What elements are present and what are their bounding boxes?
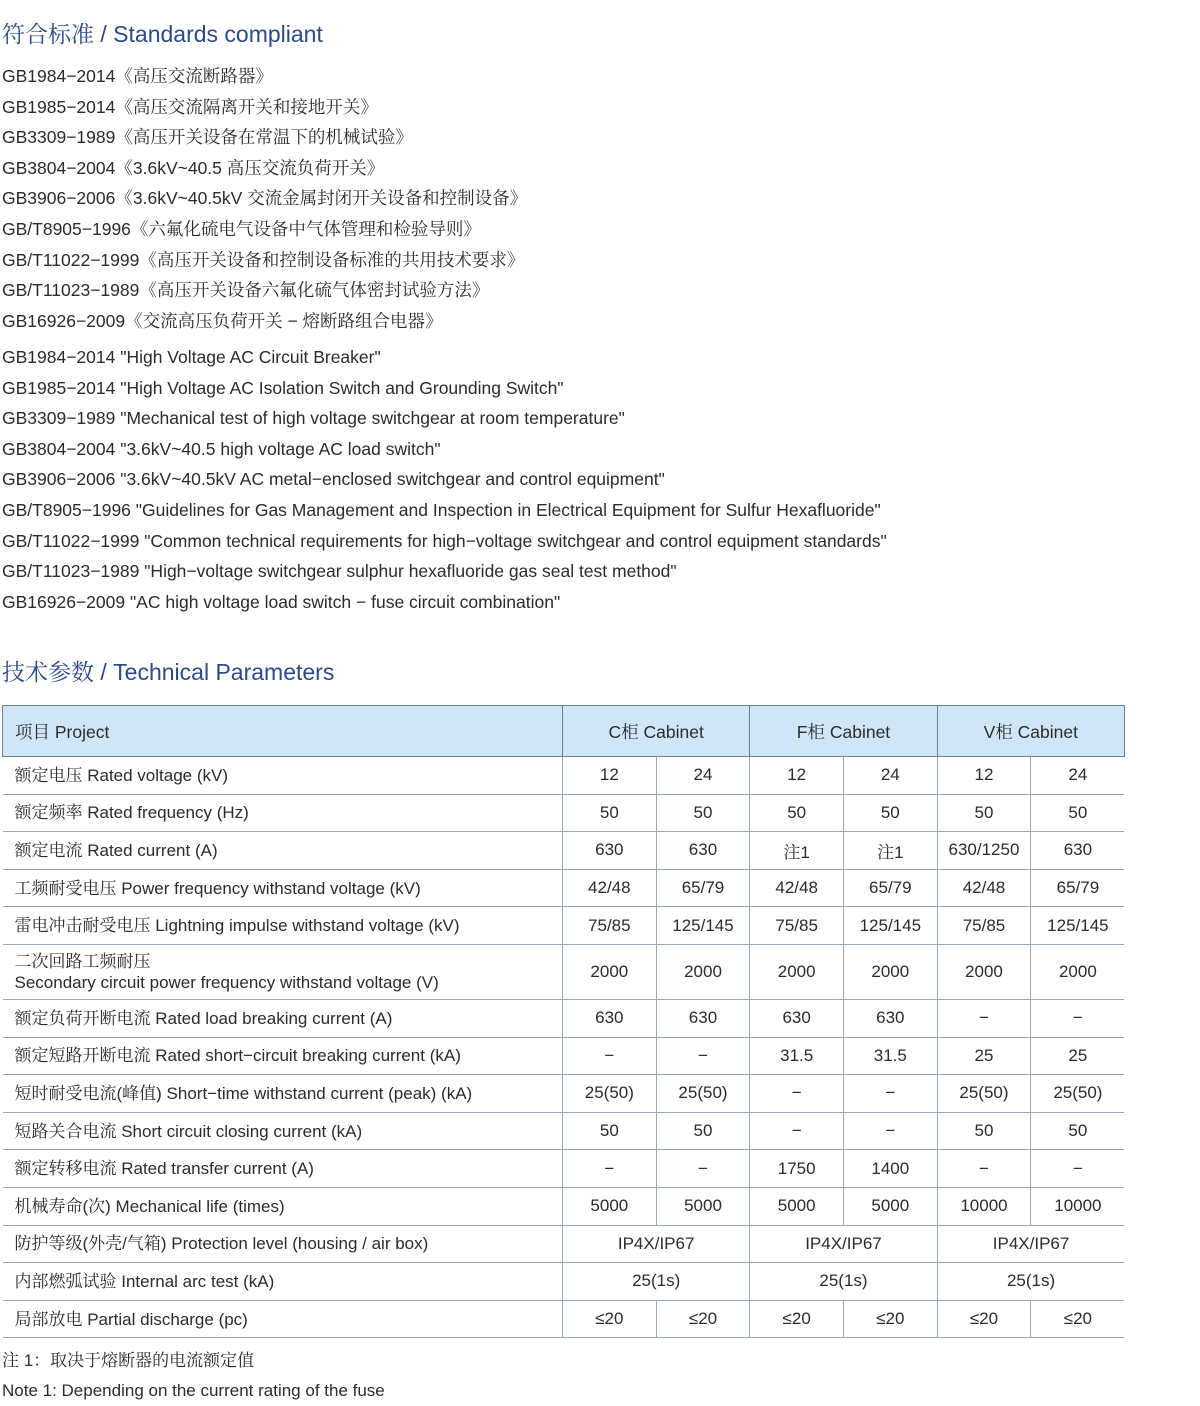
table-row (3, 944, 1125, 999)
standard-item: GB1985−2014《高压交流隔离开关和接地开关》 (2, 96, 378, 117)
table-cell: 25(1s) (750, 1263, 937, 1301)
row-label-text-en: Secondary circuit power frequency withstand voltage (V) (14, 972, 439, 992)
table-row (3, 794, 1125, 832)
table-cell: 31.5 (750, 1037, 844, 1075)
row-label (3, 944, 563, 999)
table-row (3, 907, 1125, 945)
table-cell: 2000 (563, 944, 657, 999)
table-cell: 12 (750, 757, 844, 795)
header-cabinet-f: F柜 Cabinet (750, 706, 937, 757)
standard-item: GB1985−2014 "High Voltage AC Isolation Switch and Grounding Switch" (2, 377, 564, 398)
table-row (3, 1225, 1125, 1263)
row-label-text: 额定频率 Rated frequency (Hz) (14, 803, 249, 823)
table-cell: ≤20 (937, 1300, 1031, 1338)
notes (2, 1346, 385, 1406)
table-cell: ≤20 (1031, 1300, 1125, 1338)
row-label (3, 1037, 563, 1075)
table-cell: 25(50) (656, 1075, 750, 1113)
row-label-text: 额定电压 Rated voltage (kV) (14, 765, 229, 785)
table-cell: 75/85 (937, 907, 1031, 945)
table-cell: − (1031, 999, 1125, 1037)
table-cell: − (750, 1112, 844, 1150)
table-cell: 2000 (656, 944, 750, 999)
row-label (3, 1263, 563, 1301)
table-header-row (3, 706, 1125, 757)
standard-item: GB/T11023−1989《高压开关设备六氟化硫气体密封试验方法》 (2, 280, 490, 301)
row-label (3, 1225, 563, 1263)
row-label-text: 额定转移电流 Rated transfer current (A) (14, 1159, 314, 1179)
table-cell: − (1031, 1150, 1125, 1188)
table-cell: 630 (843, 999, 937, 1037)
standards-list-en (2, 342, 887, 617)
row-label (3, 1187, 563, 1225)
table-cell: 25(1s) (937, 1263, 1124, 1301)
row-label (3, 869, 563, 907)
table-cell: 50 (656, 794, 750, 832)
header-project: 项目 Project (3, 706, 563, 757)
table-row (3, 1075, 1125, 1113)
row-label-text: 短路关合电流 Short circuit closing current (kA) (14, 1121, 363, 1141)
parameters-table (2, 705, 1125, 1338)
standard-item: GB/T11023−1989 "High−voltage switchgear sulphur hexafluoride gas seal test method" (2, 561, 677, 582)
row-label (3, 1300, 563, 1338)
table-cell: ≤20 (843, 1300, 937, 1338)
standards-list-cn (2, 61, 527, 336)
standard-item: GB3309−1989《高压开关设备在常温下的机械试验》 (2, 127, 413, 148)
table-cell: 12 (563, 757, 657, 795)
table-cell: 10000 (1031, 1187, 1125, 1225)
table-cell: 50 (843, 794, 937, 832)
table-cell: 5000 (750, 1187, 844, 1225)
row-label (3, 999, 563, 1037)
standard-item: GB/T8905−1996《六氟化硫电气设备中气体管理和检验导则》 (2, 218, 481, 239)
table-cell: IP4X/IP67 (563, 1225, 750, 1263)
table-cell: 50 (563, 1112, 657, 1150)
row-label-text: 局部放电 Partial discharge (pc) (14, 1309, 248, 1329)
table-cell: 630 (563, 832, 657, 870)
table-cell: 50 (563, 794, 657, 832)
table-cell: 125/145 (656, 907, 750, 945)
table-cell: 31.5 (843, 1037, 937, 1075)
standard-item: GB3906−2006 "3.6kV~40.5kV AC metal−enclosed switchgear and control equipment" (2, 469, 665, 490)
table-row (3, 1112, 1125, 1150)
table-cell: 630 (563, 999, 657, 1037)
standard-item: GB/T11022−1999《高压开关设备和控制设备标准的共用技术要求》 (2, 249, 525, 270)
table-cell: 25(50) (1031, 1075, 1125, 1113)
note-cn: 注 1：取决于熔断器的电流额定值 (2, 1351, 255, 1370)
table-cell: 2000 (1031, 944, 1125, 999)
table-cell: − (937, 999, 1031, 1037)
row-label-text: 额定电流 Rated current (A) (14, 840, 218, 860)
row-label-text: 雷电冲击耐受电压 Lightning impulse withstand voltage (kV) (14, 916, 460, 936)
row-label (3, 794, 563, 832)
table-cell: 25 (937, 1037, 1031, 1075)
standards-heading: 符合标准 / Standards compliant (2, 21, 323, 47)
table-cell: − (563, 1037, 657, 1075)
table-cell: 50 (750, 794, 844, 832)
standard-item: GB3906−2006《3.6kV~40.5kV 交流金属封闭开关设备和控制设备》 (2, 188, 528, 209)
table-cell: 75/85 (563, 907, 657, 945)
table-cell: 630/1250 (937, 832, 1031, 870)
table-cell: ≤20 (563, 1300, 657, 1338)
table-cell: 50 (937, 1112, 1031, 1150)
table-cell: 50 (1031, 794, 1125, 832)
standard-item: GB3804−2004《3.6kV~40.5 高压交流负荷开关》 (2, 157, 385, 178)
row-label-text: 二次回路工频耐压 (14, 951, 151, 971)
table-cell: 630 (750, 999, 844, 1037)
table-cell: 5000 (656, 1187, 750, 1225)
table-cell: 75/85 (750, 907, 844, 945)
table-cell: 65/79 (656, 869, 750, 907)
standard-item: GB16926−2009《交流高压负荷开关 − 熔断路组合电器》 (2, 310, 443, 331)
table-cell: ≤20 (656, 1300, 750, 1338)
standard-item: GB3309−1989 "Mechanical test of high voltage switchgear at room temperature" (2, 408, 625, 429)
table-row (3, 757, 1125, 795)
table-cell: 25(50) (937, 1075, 1031, 1113)
table-cell: 25 (1031, 1037, 1125, 1075)
table-cell: 42/48 (750, 869, 844, 907)
row-label-text: 防护等级(外壳/气箱) Protection level (housing / air box) (14, 1234, 429, 1254)
table-cell: 24 (843, 757, 937, 795)
table-cell: 50 (656, 1112, 750, 1150)
table-cell: 65/79 (843, 869, 937, 907)
row-label-text: 工频耐受电压 Power frequency withstand voltage (kV) (14, 878, 421, 898)
table-cell: 50 (1031, 1112, 1125, 1150)
table-cell: 65/79 (1031, 869, 1125, 907)
row-label-text: 额定短路开断电流 Rated short−circuit breaking current (kA) (14, 1046, 461, 1066)
table-cell: 1750 (750, 1150, 844, 1188)
table-cell: 25(1s) (563, 1263, 750, 1301)
table-row (3, 1263, 1125, 1301)
table-row (3, 999, 1125, 1037)
table-cell: − (656, 1037, 750, 1075)
standard-item: GB1984−2014《高压交流断路器》 (2, 66, 273, 86)
row-label (3, 757, 563, 795)
table-row (3, 1037, 1125, 1075)
table-cell: 630 (656, 832, 750, 870)
table-cell: 注1 (750, 832, 844, 870)
table-cell: 2000 (750, 944, 844, 999)
table-cell: 630 (656, 999, 750, 1037)
table-row (3, 1187, 1125, 1225)
table-cell: 24 (656, 757, 750, 795)
row-label-text: 短时耐受电流(峰值) Short−time withstand current (peak) (kA) (14, 1083, 473, 1103)
table-cell: − (843, 1112, 937, 1150)
row-label (3, 1075, 563, 1113)
table-row (3, 1300, 1125, 1338)
table-cell: − (843, 1075, 937, 1113)
row-label-text: 额定负荷开断电流 Rated load breaking current (A) (14, 1008, 393, 1028)
note-en: Note 1: Depending on the current rating of the fuse (2, 1381, 385, 1400)
standard-item: GB/T11022−1999 "Common technical requirements for high−voltage switchgear and control equipment standards" (2, 530, 887, 551)
table-cell: 50 (937, 794, 1031, 832)
header-cabinet-c: C柜 Cabinet (563, 706, 750, 757)
table-cell: − (750, 1075, 844, 1113)
table-cell: ≤20 (750, 1300, 844, 1338)
table-cell: − (656, 1150, 750, 1188)
table-cell: 125/145 (1031, 907, 1125, 945)
table-cell: 2000 (843, 944, 937, 999)
table-row (3, 869, 1125, 907)
table-cell: 2000 (937, 944, 1031, 999)
table-cell: 42/48 (563, 869, 657, 907)
table-cell: 25(50) (563, 1075, 657, 1113)
row-label (3, 907, 563, 945)
header-cabinet-v: V柜 Cabinet (937, 706, 1124, 757)
table-cell: 42/48 (937, 869, 1031, 907)
table-cell: 注1 (843, 832, 937, 870)
row-label-text: 机械寿命(次) Mechanical life (times) (14, 1196, 285, 1216)
row-label (3, 1112, 563, 1150)
table-row (3, 832, 1125, 870)
table-cell: IP4X/IP67 (937, 1225, 1124, 1263)
table-cell: 125/145 (843, 907, 937, 945)
table-cell: 5000 (843, 1187, 937, 1225)
table-cell: 1400 (843, 1150, 937, 1188)
table-cell: 12 (937, 757, 1031, 795)
standard-item: GB16926−2009 "AC high voltage load switch − fuse circuit combination" (2, 591, 561, 612)
standard-item: GB1984−2014 "High Voltage AC Circuit Breaker" (2, 347, 381, 367)
row-label (3, 832, 563, 870)
table-cell: 5000 (563, 1187, 657, 1225)
table-cell: IP4X/IP67 (750, 1225, 937, 1263)
table-cell: 630 (1031, 832, 1125, 870)
table-row (3, 1150, 1125, 1188)
table-cell: − (937, 1150, 1031, 1188)
table-cell: 24 (1031, 757, 1125, 795)
row-label (3, 1150, 563, 1188)
parameters-heading: 技术参数 / Technical Parameters (2, 659, 335, 685)
table-cell: 10000 (937, 1187, 1031, 1225)
standard-item: GB/T8905−1996 "Guidelines for Gas Management and Inspection in Electrical Equipment for Sulfur Hexafluoride" (2, 499, 881, 520)
table-cell: − (563, 1150, 657, 1188)
row-label-text: 内部燃弧试验 Internal arc test (kA) (14, 1271, 275, 1291)
standard-item: GB3804−2004 "3.6kV~40.5 high voltage AC load switch" (2, 438, 441, 459)
